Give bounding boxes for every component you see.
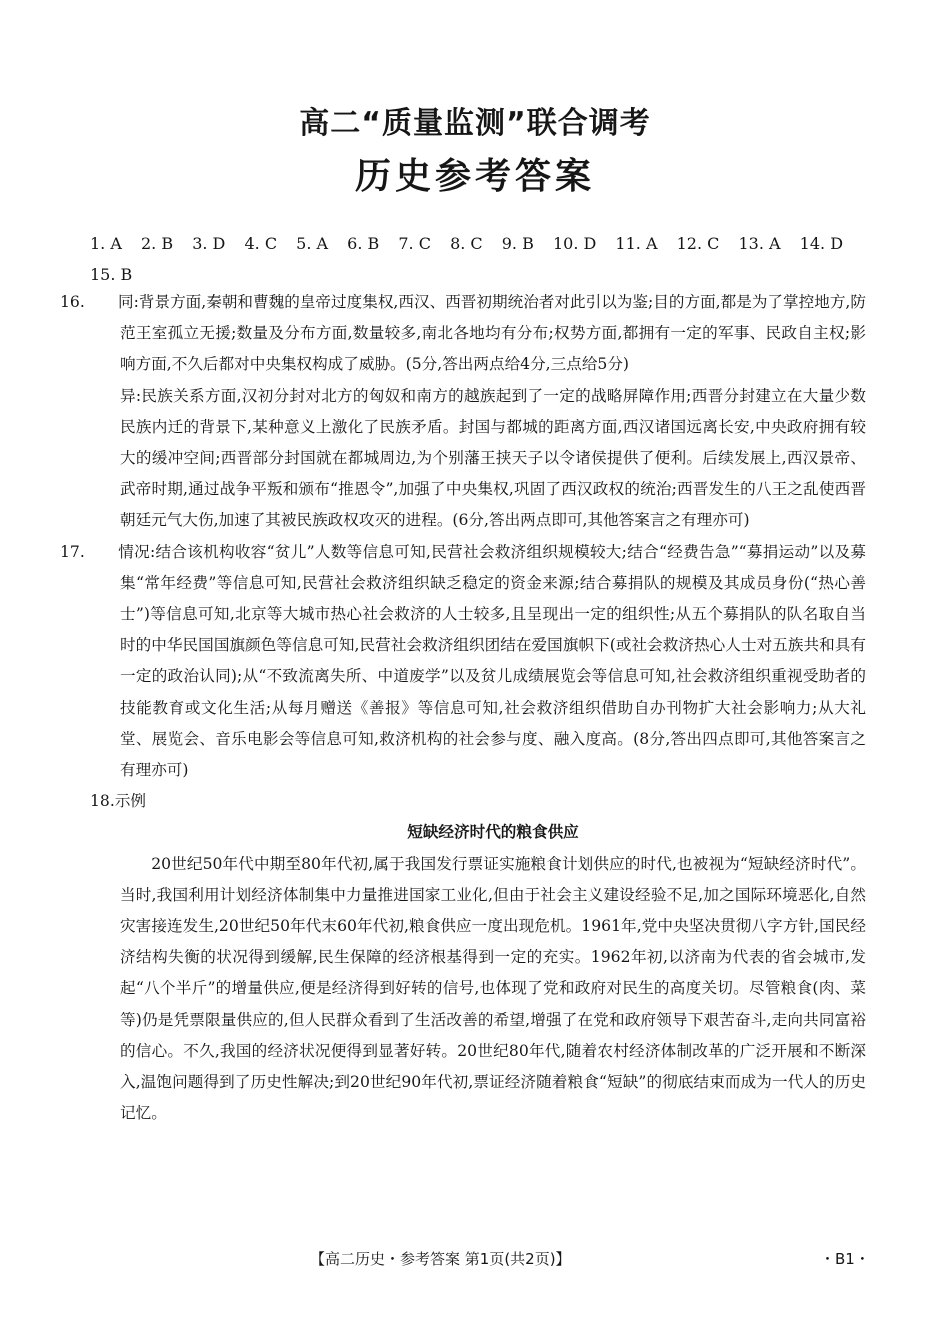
open-question-answers [60,287,866,1129]
answer-item: 15. B [90,265,133,284]
answer-item: 6. B [347,234,380,253]
answer-item: 11. A [615,234,658,253]
exam-title: 高二“质量监测”联合调考 [299,106,651,141]
answer-row-1 [90,228,890,259]
q16-same-text: 同:背景方面,秦朝和曹魏的皇帝过度集权,西汉、西晋初期统治者对此引以为鉴;目的方面,都是为了掌控地方,防范王室孤立无援;数量及分布方面,数量较多,南北各地均有分布;权势方面,都拥有一定的军事、民政自主权;影响方面,不久后都对中央集权构成了威胁。(5分,答出两点给4分,三点给5分) [118,293,866,374]
q17-paragraph [60,537,866,787]
question-17 [60,537,866,787]
answer-row-2 [90,259,890,290]
q16-diff-paragraph: 异:民族关系方面,汉初分封对北方的匈奴和南方的越族起到了一定的战略屏障作用;西晋分封建立在大量少数民族内迁的背景下,某种意义上激化了民族矛盾。封国与都城的距离方面,西汉诸国远离长安,中央政府拥有较大的缓冲空间;西晋部分封国就在都城周边,为个别藩王挟天子以令诸侯提供了便利。后续发展上,西汉景帝、武帝时期,通过战争平叛和颁布“推恩令”,加强了中央集权,巩固了西汉政权的统治;西晋发生的八王之乱使西晋朝廷元气大伤,加速了其被民族政权攻灭的进程。(6分,答出两点即可,其他答案言之有理亦可) [120,386,866,530]
question-18 [90,786,866,1129]
answer-item: 9. B [501,234,534,253]
essay-body: 20世纪50年代中期至80年代初,属于我国发行票证实施粮食计划供应的时代,也被视为“短缺经济时代”。当时,我国利用计划经济体制集中力量推进国家工业化,但由于社会主义建设经验不足,加之国际环境恶化,自然灾害接连发生,20世纪50年代末60年代初,粮食供应一度出现危机。1961年,党中央坚决贯彻八字方针,国民经济结构失衡的状况得到缓解,民生保障的经济根基得到一定的充实。1962年初,以济南为代表的省会城市,发起“八个半斤”的增量供应,便是经济得到好转的信号,也体现了党和政府对民生的高度关切。尽管粮食(肉、菜等)仍是凭票限量供应的,但人民群众看到了生活改善的希望,增强了在党和政府领导下艰苦奋斗,走向共同富裕的信心。不久,我国的经济状况便得到显著好转。20世纪80年代,随着农村经济体制改革的广泛开展和不断深入,温饱问题得到了历史性解决;到20世纪90年代初,票证经济随着粮食“短缺”的彻底结束而成为一代人的历史记忆。 [120,854,866,1123]
question-number: 16. [60,293,85,311]
question-number: 18. [90,792,115,811]
page-footer [0,1248,950,1270]
footer-page-info: 【高二历史・参考答案 第1页(共2页)】 [310,1250,571,1268]
question-number: 17. [60,542,85,561]
q18-label: 示例 [114,792,147,811]
footer-code: ・B1・ [820,1250,870,1268]
document-subtitle: 历史参考答案 [354,156,595,197]
answer-item: 7. C [398,234,431,253]
q17-text: 情况:结合该机构收容“贫儿”人数等信息可知,民营社会救济组织规模较大;结合“经费告急”“募捐运动”以及募集“常年经费”等信息可知,民营社会救济组织缺乏稳定的资金来源;结合募捐队的规模及其成员身份(“热心善士”)等信息可知,北京等大城市热心社会救济的人士较多,且呈现出一定的组织性;从五个募捐队的队名取自当时的中华民国国旗颜色等信息可知,民营社会救济组织团结在爱国旗帜下(或社会救济热心人士对五族共和具有一定的政治认同);从“不致流离失所、中道废学”以及贫儿成绩展览会等信息可知,社会救济组织重视受助者的技能教育或文化生活;从每月赠送《善报》等信息可知,社会救济组织借助自办刊物扩大社会影响力;从大礼堂、展览会、音乐电影会等信息可知,救济机构的社会参与度、融入度高。(8分,答出四点即可,其他答案言之有理亦可) [118,542,866,780]
answer-item: 8. C [450,234,483,253]
answer-item: 14. D [799,234,844,253]
multiple-choice-answers [90,228,890,290]
question-16 [60,287,866,537]
answer-item: 3. D [192,234,226,253]
answer-item: 1. A [90,234,122,253]
answer-item: 2. B [141,234,174,253]
essay-title: 短缺经济时代的粮食供应 [407,823,579,842]
answer-item: 13. A [738,234,781,253]
answer-item: 4. C [244,234,278,253]
answer-item: 10. D [552,234,597,253]
answer-item: 12. C [676,234,720,253]
answer-item: 5. A [296,234,329,253]
q18-label-line [90,786,866,817]
q16-same-paragraph [60,287,866,381]
